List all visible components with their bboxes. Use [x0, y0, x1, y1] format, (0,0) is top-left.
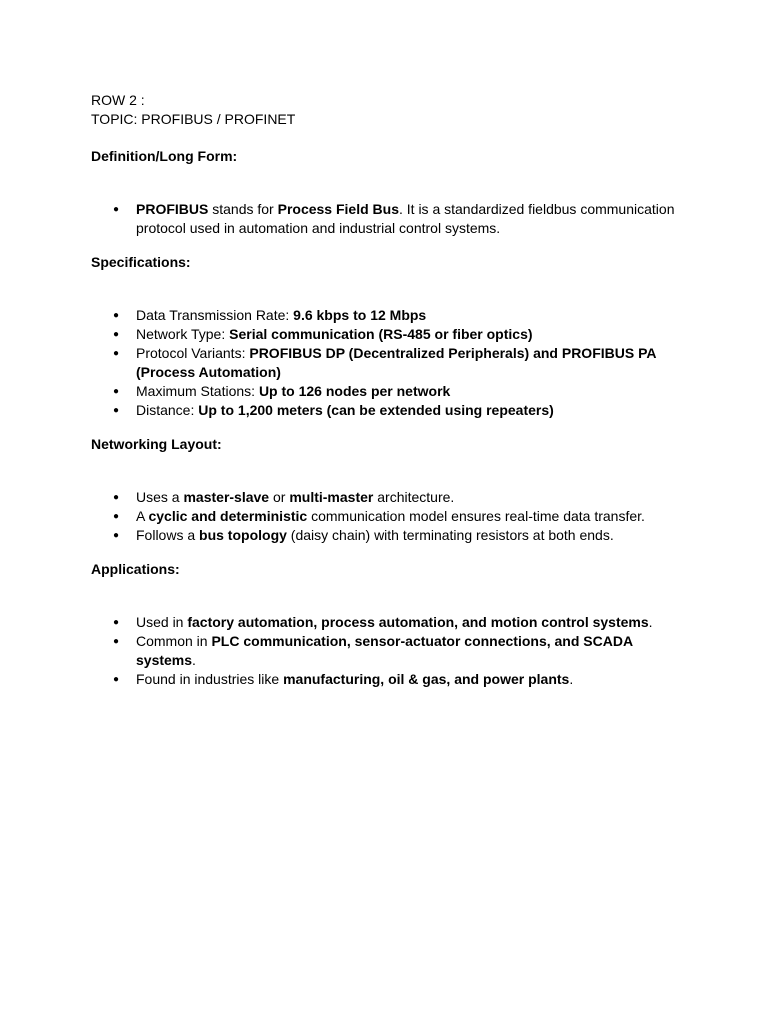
bold-text: PLC communication, sensor-actuator connections, and SCADA systems [136, 633, 633, 668]
bullet-list [91, 488, 681, 545]
item-text: Common in [136, 633, 212, 649]
bold-text: manufacturing, oil & gas, and power plants [283, 671, 570, 687]
sections-container [91, 147, 681, 689]
bullet-list [91, 200, 681, 238]
section-heading: Applications: [91, 561, 180, 577]
bold-text: multi-master [289, 489, 374, 505]
item-text: communication model ensures real-time data transfer. [307, 508, 645, 524]
item-text: Distance: [136, 402, 199, 418]
list-item [91, 382, 681, 401]
item-text: . [192, 652, 196, 668]
list-item [91, 306, 681, 325]
item-text: Uses a [136, 489, 184, 505]
item-text: Found in industries like [136, 671, 284, 687]
item-text: Network Type: [136, 326, 230, 342]
item-text: Protocol Variants: [136, 345, 250, 361]
item-text: . It is a standardized fieldbus communication protocol used in automation and industrial control systems. [136, 201, 675, 236]
bold-text: Process Field Bus [277, 201, 399, 217]
bullet-list [91, 613, 681, 689]
section-heading: Networking Layout: [91, 436, 222, 452]
list-item [91, 200, 681, 238]
item-text: architecture. [373, 489, 455, 505]
list-item [91, 344, 681, 382]
bold-text: bus topology [199, 527, 287, 543]
bold-text: PROFIBUS [136, 201, 209, 217]
bullet-list [91, 306, 681, 420]
item-text: Maximum Stations: [136, 383, 259, 399]
list-item [91, 401, 681, 420]
bold-text: Up to 1,200 meters (can be extended using repeaters) [198, 402, 554, 418]
item-text: Used in [136, 614, 188, 630]
list-item [91, 507, 681, 526]
bold-text: PROFIBUS DP (Decentralized Peripherals) and PROFIBUS PA (Process Automation) [136, 345, 656, 380]
bold-text: Up to 126 nodes per network [258, 383, 451, 399]
list-item [91, 325, 681, 344]
list-item [91, 613, 681, 632]
item-text: Follows a [136, 527, 200, 543]
item-text: . [648, 614, 653, 630]
row-label: ROW 2 : [91, 92, 145, 108]
bold-text: Serial communication (RS-485 or fiber optics) [229, 326, 533, 342]
bold-text: 9.6 kbps to 12 Mbps [293, 307, 427, 323]
item-text: or [269, 489, 290, 505]
item-text: A [136, 508, 149, 524]
bold-text: master-slave [183, 489, 270, 505]
section-heading: Definition/Long Form: [91, 148, 238, 164]
bold-text: cyclic and deterministic [148, 508, 308, 524]
topic-title: TOPIC: PROFIBUS / PROFINET [91, 111, 296, 127]
bold-text: factory automation, process automation, and motion control systems [187, 614, 649, 630]
item-text: stands for [208, 201, 278, 217]
item-text: Data Transmission Rate: [136, 307, 294, 323]
list-item [91, 670, 681, 689]
section-heading: Specifications: [91, 254, 191, 270]
document-body [91, 91, 681, 689]
list-item [91, 632, 681, 670]
item-text: (daisy chain) with terminating resistors at both ends. [286, 527, 614, 543]
list-item [91, 526, 681, 545]
list-item [91, 488, 681, 507]
item-text: . [569, 671, 574, 687]
